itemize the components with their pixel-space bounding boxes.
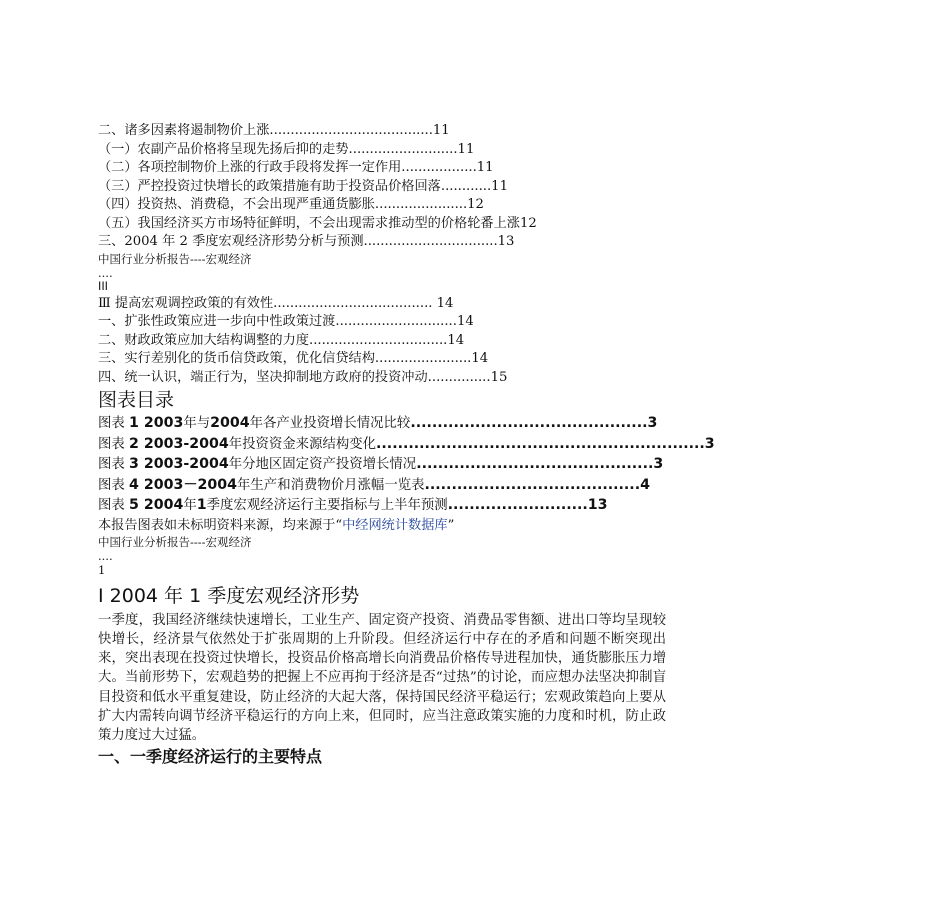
toc-entry[interactable]: 一、扩张性政策应进一步向中性政策过渡.............................14: [98, 314, 474, 329]
figure-number-2: 2004: [210, 415, 250, 431]
figure-dots: ..........................13: [447, 497, 608, 513]
section-title: 一、一季度经济运行的主要特点: [98, 746, 323, 766]
figure-entry[interactable]: [98, 413, 758, 434]
toc-entry[interactable]: 四、统一认识，端正行为，坚决抑制地方政府的投资冲动...............15: [98, 369, 508, 385]
figure-number: 5 2004: [129, 497, 184, 513]
chapter-title: Ⅰ 2004 年 1 季度宏观经济形势: [98, 584, 360, 607]
source-note: [98, 516, 758, 535]
figure-title: 年生产和消费物价月涨幅一览表: [237, 477, 425, 493]
source-note-text: 本报告图表如未标明资料来源，均来源于“: [98, 517, 343, 533]
figure-dots: ............................................3: [416, 456, 664, 472]
document-content: [98, 122, 758, 768]
figure-label: 图表: [98, 457, 130, 472]
figures-heading: 图表目录: [98, 389, 175, 411]
toc-entry[interactable]: （一）农副产品价格将呈现先扬后抑的走势..........................11: [98, 141, 475, 157]
toc-entry[interactable]: （五）我国经济买方市场特征鲜明，不会出现需求推动型的价格轮番上涨12: [98, 215, 537, 231]
figure-entry[interactable]: [98, 495, 758, 516]
figure-dots: ............................................3: [410, 415, 658, 431]
page-number: 1: [98, 562, 106, 577]
dots-line: ....: [98, 548, 113, 563]
figure-list: [98, 413, 758, 516]
toc-entry[interactable]: （三）严控投资过快增长的政策措施有助于投资品价格回落............11: [98, 178, 508, 194]
toc-top: [98, 122, 758, 252]
source-link[interactable]: 中经网统计数据库: [342, 517, 448, 533]
figure-title-2: 季度宏观经济运行主要指标与上半年预测: [206, 498, 448, 513]
figure-title: 年: [183, 498, 197, 513]
figure-label: 图表: [98, 477, 130, 493]
toc-entry[interactable]: 三、实行差别化的货币信贷政策，优化信贷结构.......................14: [98, 351, 489, 366]
running-header: 中国行业分析报告----宏观经济: [98, 251, 252, 266]
figure-label: 图表: [98, 498, 130, 513]
source-note-end: ”: [447, 517, 455, 533]
body-paragraph: 一季度，我国经济继续快速增长，工业生产、固定资产投资、消费品零售额、进出口等均呈现较快增长，经济景气依然处于扩张周期的上升阶段。但经济运行中存在的矛盾和问题不断突现出来，突出表现在投资过快增长，投资品价格高增长向消费品价格传导进程加快，通货膨胀压力增大。当前形势下，宏观趋势的把握上不应再拘于经济是否“过热”的讨论，而应想办法坚决抑制盲目投资和低水平重复建设，防止经济的大起大落，保持国民经济平稳运行；宏观政策趋向上要从扩大内需转向调节经济平稳运行的方向上来，但同时，应当注意政策实施的力度和时机，防止政策力度过大过猛。: [98, 612, 666, 744]
figure-number: 1 2003: [129, 415, 184, 431]
toc-entry[interactable]: Ⅲ 提高宏观调控政策的有效性...................................... 14: [98, 295, 454, 311]
figure-dots: ........................................4: [424, 476, 650, 493]
figure-number: 4 2003－2004: [129, 476, 238, 493]
toc-entry[interactable]: 三、2004 年 2 季度宏观经济形势分析与预测................................13: [98, 234, 515, 249]
figure-entry[interactable]: [98, 454, 758, 475]
toc-entry[interactable]: 二、财政政策应加大结构调整的力度.................................14: [98, 332, 465, 348]
figure-number: 3 2003-2004: [129, 456, 229, 472]
figure-title: 年投资资金来源结构变化: [228, 436, 377, 452]
figure-title: 年与: [183, 416, 211, 431]
figure-number: 2 2003-2004: [129, 435, 229, 452]
toc-entry[interactable]: （二）各项控制物价上涨的行政手段将发挥一定作用..................11: [98, 160, 494, 175]
dots-line: ....: [98, 265, 113, 280]
toc-entry[interactable]: 二、诸多因素将遏制物价上涨.......................................11: [98, 123, 450, 138]
toc-bottom: [98, 295, 758, 388]
page-number-roman: III: [98, 278, 109, 293]
toc-entry[interactable]: （四）投资热、消费稳，不会出现严重通货膨胀......................12: [98, 197, 484, 212]
figure-dots: .............................................................3: [376, 435, 715, 452]
figure-entry[interactable]: [98, 434, 758, 455]
figure-entry[interactable]: [98, 475, 758, 496]
figure-title-2: 年各产业投资增长情况比较: [249, 416, 411, 431]
figure-title: 年分地区固定资产投资增长情况: [228, 457, 417, 472]
figure-label: 图表: [98, 436, 130, 452]
figure-number-2: 1: [196, 497, 207, 513]
figure-label: 图表: [98, 416, 130, 431]
running-header: 中国行业分析报告----宏观经济: [98, 534, 252, 549]
